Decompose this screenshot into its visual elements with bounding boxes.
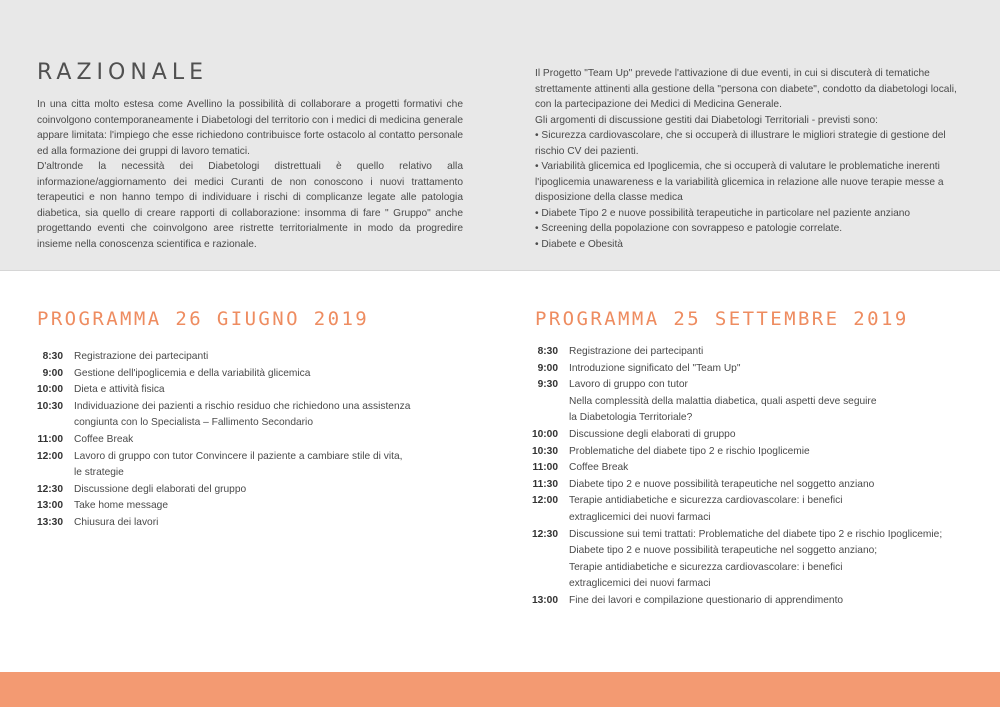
schedule-time: 9:00 — [42, 367, 63, 379]
schedule-time: 10:00 — [36, 384, 63, 396]
schedule-line: Chiusura dei lavori — [74, 516, 159, 528]
programma-giugno-schedule — [35, 349, 475, 532]
programma-giugno-title: PROGRAMMA 26 GIUGNO 2019 — [37, 308, 370, 330]
schedule-line: Gestione dell'ipoglicemia e della variabilità glicemica — [74, 367, 311, 379]
razionale-title: RAZIONALE — [37, 60, 208, 85]
schedule-description — [74, 515, 475, 532]
schedule-time: 10:30 — [36, 400, 63, 412]
schedule-description — [569, 493, 975, 526]
razionale-right-text — [535, 66, 967, 252]
schedule-row — [530, 444, 975, 461]
schedule-time: 11:30 — [532, 478, 558, 490]
schedule-line: Discussione degli elaborati del gruppo — [74, 483, 247, 495]
topic-bullet: • Diabete e Obesità — [535, 238, 623, 250]
schedule-time: 8:30 — [537, 346, 558, 357]
schedule-time: 12:00 — [36, 450, 63, 462]
schedule-time: 13:00 — [36, 500, 63, 512]
schedule-row — [530, 477, 975, 494]
schedule-description — [569, 460, 975, 477]
razionale-left-text — [37, 97, 463, 252]
schedule-line: Coffee Break — [569, 462, 629, 474]
schedule-row — [35, 449, 475, 482]
schedule-time: 12:30 — [36, 483, 63, 495]
schedule-time: 10:30 — [531, 445, 558, 457]
schedule-line: le strategie — [74, 467, 124, 479]
schedule-line: Problematiche del diabete tipo 2 e rischio Ipoglicemie — [569, 445, 810, 457]
project-intro: Il Progetto "Team Up" prevede l'attivazione di due eventi, in cui si discuterà di tematiche strettamente attinenti alla gestione della "persona con diabete", condotto da diabetologi locali, con la partecipazione dei Medici di Medicina Generale. — [535, 68, 957, 110]
schedule-row — [530, 593, 975, 610]
schedule-line: la Diabetologia Territoriale? — [569, 412, 693, 424]
schedule-line: Nella complessità della malattia diabetica, quali aspetti deve seguire — [569, 395, 877, 407]
schedule-line: Lavoro di gruppo con tutor — [569, 379, 688, 391]
schedule-line: Registrazione dei partecipanti — [569, 346, 704, 357]
schedule-time: 10:00 — [531, 428, 558, 440]
schedule-description — [569, 427, 975, 444]
topic-bullet: • Diabete Tipo 2 e nuove possibilità terapeutiche in particolare nel paziente anziano — [535, 207, 911, 219]
schedule-time: 8:30 — [42, 351, 63, 362]
schedule-row — [35, 349, 475, 366]
schedule-description — [569, 477, 975, 494]
schedule-row — [35, 498, 475, 515]
schedule-description — [569, 361, 975, 378]
schedule-time: 11:00 — [37, 433, 63, 445]
schedule-time: 13:00 — [531, 594, 558, 606]
schedule-row — [530, 527, 975, 593]
schedule-time: 9:30 — [537, 379, 558, 391]
schedule-line: Terapie antidiabetiche e sicurezza cardiovascolare: i benefici — [569, 495, 843, 507]
schedule-line: extraglicemici dei nuovi farmaci — [569, 578, 711, 590]
schedule-description — [74, 382, 475, 399]
schedule-line: Introduzione significato del "Team Up" — [569, 362, 741, 374]
schedule-row — [35, 399, 475, 432]
schedule-line: Take home message — [74, 500, 168, 512]
razionale-paragraph: D'altronde la necessità dei Diabetologi distrettuali è quello relativo alla informazione/aggiornamento dei medici Curanti de non conoscono i nuovi trattamento terapeutici e non hanno tempo di individuare i rischi di complicanze legate alle patologia diabetica, sia quello di creare rapporti di collaborazione: insomma di fare " Gruppo" anche progettando eventi che coinvolgono aree ristrette territorialmente in modo da progredire insieme nella conoscenza scientifica e razionale. — [37, 161, 463, 250]
schedule-row — [35, 482, 475, 499]
footer-band — [0, 672, 1000, 707]
schedule-row — [530, 344, 975, 361]
schedule-row — [35, 515, 475, 532]
schedule-line: Lavoro di gruppo con tutor Convincere il paziente a cambiare stile di vita, — [74, 450, 403, 462]
schedule-row — [530, 377, 975, 427]
schedule-description — [74, 349, 475, 366]
schedule-description — [74, 449, 475, 482]
schedule-line: Terapie antidiabetiche e sicurezza cardiovascolare: i benefici — [569, 561, 843, 573]
schedule-description — [74, 432, 475, 449]
schedule-description — [569, 344, 975, 361]
schedule-description — [74, 482, 475, 499]
programma-settembre-title: PROGRAMMA 25 SETTEMBRE 2019 — [535, 308, 909, 330]
schedule-description — [569, 527, 975, 593]
topic-bullet: • Variabilità glicemica ed Ipoglicemia, che si occuperà di valutare le problematiche inerenti l'ipoglicemia unawareness e la variabilità glicemica in relazione alle nuove terapie messe a disposizione della classe medica — [535, 161, 944, 203]
schedule-line: Individuazione dei pazienti a rischio residuo che richiedono una assistenza — [74, 400, 411, 412]
schedule-time: 12:30 — [531, 528, 558, 540]
schedule-row — [530, 361, 975, 378]
topics-intro: Gli argomenti di discussione gestiti dai Diabetologi Territoriali - previsti sono: — [535, 114, 878, 126]
schedule-line: Dieta e attività fisica — [74, 384, 165, 396]
schedule-line: congiunta con lo Specialista – Fallimento Secondario — [74, 417, 313, 429]
schedule-description — [74, 399, 475, 432]
schedule-row — [35, 432, 475, 449]
schedule-row — [530, 493, 975, 526]
topic-bullet: • Screening della popolazione con sovrappeso e patologie correlate. — [535, 223, 843, 234]
schedule-line: Fine dei lavori e compilazione questionario di apprendimento — [569, 594, 844, 606]
schedule-line: Discussione degli elaborati di gruppo — [569, 428, 736, 440]
topic-bullet: • Sicurezza cardiovascolare, che si occuperà di illustrare le migliori strategie di gestione del rischio CV dei pazienti. — [535, 130, 946, 157]
schedule-time: 12:00 — [531, 495, 558, 507]
razionale-paragraph: In una citta molto estesa come Avellino la possibilità di collaborare a progetti formativi che coinvolgono contemporaneamente i Diabetologi del territorio con i medici di medicina generale appare limitata: l'impiego che esse richiedono contribuisce forte ostacolo al contatto personale ed alla formazione dei gruppi di lavoro tematici. — [37, 99, 463, 157]
schedule-description — [74, 366, 475, 383]
schedule-line: Registrazione dei partecipanti — [74, 351, 209, 362]
schedule-row — [530, 460, 975, 477]
schedule-line: extraglicemici dei nuovi farmaci — [569, 511, 711, 523]
schedule-time: 9:00 — [537, 362, 558, 374]
schedule-time: 11:00 — [532, 462, 558, 474]
schedule-row — [35, 382, 475, 399]
schedule-line: Diabete tipo 2 e nuove possibilità terapeutiche nel soggetto anziano — [569, 478, 875, 490]
schedule-description — [569, 377, 975, 427]
schedule-description — [74, 498, 475, 515]
schedule-time: 13:30 — [36, 516, 63, 528]
schedule-description — [569, 444, 975, 461]
schedule-line: Diabete tipo 2 e nuove possibilità terapeutiche nel soggetto anziano; — [569, 545, 878, 557]
schedule-line: Coffee Break — [74, 433, 134, 445]
schedule-row — [35, 366, 475, 383]
schedule-line: Discussione sui temi trattati: Problematiche del diabete tipo 2 e rischio Ipoglicemie; — [569, 528, 943, 540]
programma-settembre-schedule — [530, 344, 975, 610]
schedule-description — [569, 593, 975, 610]
schedule-row — [530, 427, 975, 444]
